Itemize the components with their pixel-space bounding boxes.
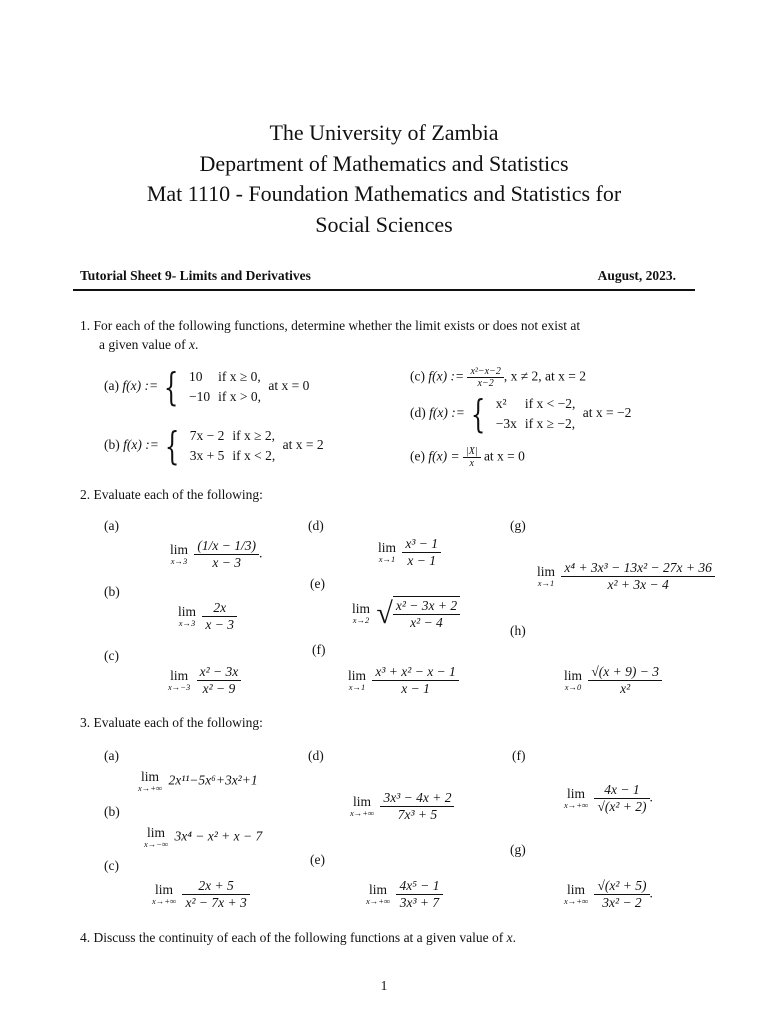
q2-c-num: x² − 3x xyxy=(197,664,242,681)
q1-a-case2-value: −10 xyxy=(189,389,211,404)
q2-f-den: x − 1 xyxy=(401,681,430,696)
lim-sub: x→−∞ xyxy=(144,839,169,849)
q1-text-cont: a given value of x. xyxy=(99,337,199,352)
q3-d-label: (d) xyxy=(308,748,324,763)
q1-d-case2-cond: if x ≥ −2, xyxy=(524,416,576,431)
q2-b-lim xyxy=(178,605,196,628)
q2-h-fraction xyxy=(588,664,662,697)
q1-d-case2-value: −3x xyxy=(495,416,517,431)
q2-a-label: (a) xyxy=(104,518,119,533)
q2-h-den: x² xyxy=(620,681,631,696)
q3-d-fraction xyxy=(380,790,454,823)
q2-b-num: 2x xyxy=(202,600,237,617)
q2-h-lim xyxy=(564,669,582,692)
q2-a-lim xyxy=(170,543,188,566)
q3-c-fraction xyxy=(182,878,249,911)
lim-sub: x→+∞ xyxy=(350,808,375,818)
q1-a-lhs: f(x) := xyxy=(122,378,159,394)
q3-a-label: (a) xyxy=(104,748,119,763)
q1-d-case1-value: x² xyxy=(495,396,507,411)
q4-variable: x xyxy=(506,930,513,945)
q3-d xyxy=(350,790,454,823)
q4-tail: . xyxy=(512,930,517,945)
q3-c-den: x² − 7x + 3 xyxy=(185,895,247,910)
q3-f-fraction xyxy=(594,782,649,815)
lim-word: lim xyxy=(352,601,371,616)
lim-sub: x→+∞ xyxy=(366,896,391,906)
q2-a-num: (1/x − 1/3) xyxy=(194,538,259,555)
lim-sub: x→+∞ xyxy=(564,896,589,906)
q3-f-num: 4x − 1 xyxy=(594,782,649,799)
university-name: The University of Zambia xyxy=(269,120,499,145)
q2-c-fraction xyxy=(197,664,242,697)
q2-g-fraction xyxy=(561,560,714,593)
q2-a-fraction xyxy=(194,538,259,571)
q2-e-fraction xyxy=(393,598,460,631)
q3-c-lim xyxy=(152,883,176,906)
sheet-title: Tutorial Sheet 9- Limits and Derivatives xyxy=(80,268,311,283)
q2-d-fraction xyxy=(402,536,441,569)
lim-word: lim xyxy=(170,542,189,557)
q2-f xyxy=(348,664,459,697)
q1-d-cases xyxy=(492,394,580,434)
q2-g-label: (g) xyxy=(510,518,526,533)
q3-e-num: 4x⁵ − 1 xyxy=(396,878,442,895)
brace-icon: { xyxy=(471,392,486,436)
header-rule xyxy=(73,289,695,291)
q1-b xyxy=(104,426,324,466)
q3-e-label: (e) xyxy=(310,852,325,867)
q2-a xyxy=(170,538,262,571)
q2-d xyxy=(378,536,441,569)
q1-c-rest: , x ≠ 2, at x = 2 xyxy=(503,368,586,384)
q2-e-label: (e) xyxy=(310,576,325,591)
q3-g xyxy=(564,878,653,911)
q2-c-den: x² − 9 xyxy=(202,681,236,696)
lim-word: lim xyxy=(369,882,388,897)
q3-b xyxy=(144,826,262,849)
q2-e-den: x² − 4 xyxy=(410,615,443,630)
q2-d-num: x³ − 1 xyxy=(402,536,441,553)
q1-e xyxy=(410,446,525,469)
q3-g-den: 3x² − 2 xyxy=(602,895,642,910)
q2-e xyxy=(352,596,460,631)
lim-word: lim xyxy=(348,668,367,683)
lim-word: lim xyxy=(567,882,586,897)
q3-d-den: 7x³ + 5 xyxy=(397,807,438,822)
lim-word: lim xyxy=(564,668,583,683)
lim-sub: x→+∞ xyxy=(138,783,163,793)
q2-e-num: x² − 3x + 2 xyxy=(393,598,460,615)
q1-a-case1-cond: if x ≥ 0, xyxy=(218,369,261,384)
q1-variable: x xyxy=(188,337,195,352)
q2-f-num: x³ + x² − x − 1 xyxy=(372,664,458,681)
q2-g xyxy=(537,560,715,593)
course-name-cont: Social Sciences xyxy=(315,211,453,237)
lim-word: lim xyxy=(141,769,160,784)
q1-a-case1-value: 10 xyxy=(189,369,203,384)
lim-sub: x→1 xyxy=(378,554,396,564)
q1-e-lhs: f(x) = xyxy=(428,448,460,464)
lim-word: lim xyxy=(155,882,174,897)
sheet-date: August, 2023. xyxy=(597,268,676,283)
lim-sub: x→1 xyxy=(537,578,555,588)
q2-e-sqrt xyxy=(376,596,460,631)
q3-a xyxy=(138,770,258,793)
q3-f-label: (f) xyxy=(512,748,526,763)
q1-a xyxy=(104,367,309,407)
q1-b-case1-cond: if x ≥ 2, xyxy=(232,428,276,443)
q1-b-cases xyxy=(186,426,280,466)
q1-d-lhs: f(x) := xyxy=(429,405,465,421)
q2-d-lim xyxy=(378,541,396,564)
q2-d-den: x − 1 xyxy=(407,553,437,568)
q1-c-den: x−2 xyxy=(477,378,494,389)
q1-b-case2-value: 3x + 5 xyxy=(189,448,225,463)
q3-a-expr: 2x¹¹−5x⁶+3x²+1 xyxy=(168,772,258,788)
q2-e-lim xyxy=(352,602,370,625)
lim-sub: x→3 xyxy=(178,618,196,628)
q2-h xyxy=(564,664,662,697)
q2-g-lim xyxy=(537,565,555,588)
q3-g-tail: . xyxy=(649,885,653,901)
lim-sub: x→0 xyxy=(564,682,582,692)
brace-icon: { xyxy=(165,424,180,468)
q2-b xyxy=(178,600,237,633)
q3-c-num: 2x + 5 xyxy=(182,878,249,895)
q1-d xyxy=(410,394,631,434)
q2-b-label: (b) xyxy=(104,584,120,599)
q3-f-den: √(x² + 2) xyxy=(597,799,647,814)
lim-sub: x→−3 xyxy=(168,682,191,692)
q2-g-num: x⁴ + 3x³ − 13x² − 27x + 36 xyxy=(561,560,714,577)
brace-icon: { xyxy=(164,365,179,409)
q1-c-fraction xyxy=(467,366,503,389)
q3-e-lim xyxy=(366,883,390,906)
q3-b-expr: 3x⁴ − x² + x − 7 xyxy=(174,828,263,844)
q1-a-case2-cond: if x > 0, xyxy=(218,389,262,404)
q2-c-label: (c) xyxy=(104,648,119,663)
q2-a-tail: . xyxy=(259,545,263,561)
q1-b-case2-cond: if x < 2, xyxy=(232,448,276,463)
q3-b-lim xyxy=(144,826,168,849)
q1-c-lhs: f(x) := xyxy=(428,368,465,384)
q1-d-at: at x = −2 xyxy=(582,405,632,421)
lim-sub: x→+∞ xyxy=(152,896,177,906)
q3-g-label: (g) xyxy=(510,842,526,857)
q2-f-fraction xyxy=(372,664,458,697)
q2-f-label: (f) xyxy=(312,642,326,657)
lim-word: lim xyxy=(170,668,189,683)
q1-b-case1-value: 7x − 2 xyxy=(189,428,225,443)
q2-b-fraction xyxy=(202,600,237,633)
q2-b-den: x − 3 xyxy=(205,617,234,632)
course-name: Mat 1110 - Foundation Mathematics and Statistics for xyxy=(146,181,622,206)
q1-d-label: (d) xyxy=(410,405,426,421)
q3-d-num: 3x³ − 4x + 2 xyxy=(380,790,454,807)
q1-c-num: x²−x−2 xyxy=(467,366,503,378)
sqrt-icon: √ xyxy=(376,596,393,630)
lim-word: lim xyxy=(353,794,372,809)
q3-e-fraction xyxy=(396,878,442,911)
q3-g-lim xyxy=(564,883,588,906)
q1-b-at: at x = 2 xyxy=(282,437,324,453)
q2-c xyxy=(168,664,241,697)
lim-word: lim xyxy=(567,786,586,801)
q3-g-fraction xyxy=(594,878,649,911)
q1-e-fraction xyxy=(463,446,481,469)
q1-e-rest: at x = 0 xyxy=(480,448,525,464)
q1-d-case1-cond: if x < −2, xyxy=(524,396,576,411)
q2-a-den: x − 3 xyxy=(212,555,241,570)
lim-sub: x→2 xyxy=(352,615,370,625)
q3-d-lim xyxy=(350,795,374,818)
lim-sub: x→3 xyxy=(170,556,188,566)
q1-e-num: |X| xyxy=(463,446,481,458)
q2-g-den: x² + 3x − 4 xyxy=(607,577,669,592)
q2-text: 2. Evaluate each of the following: xyxy=(80,487,263,502)
document-title xyxy=(0,118,768,240)
q3-g-num: √(x² + 5) xyxy=(594,878,649,895)
q1-a-label: (a) xyxy=(104,378,119,394)
lim-word: lim xyxy=(147,825,166,840)
q3-b-label: (b) xyxy=(104,804,120,819)
q3-f-lim xyxy=(564,787,588,810)
q3-f-tail: . xyxy=(649,789,653,805)
q3-f xyxy=(564,782,653,815)
q3-c xyxy=(152,878,250,911)
q2-c-lim xyxy=(168,669,190,692)
q1-a-cases xyxy=(185,367,265,407)
lim-word: lim xyxy=(537,564,556,579)
lim-sub: x→+∞ xyxy=(564,800,589,810)
q4-text xyxy=(80,930,516,946)
q3-e-den: 3x³ + 7 xyxy=(399,895,440,910)
q1-c-label: (c) xyxy=(410,368,425,384)
department-name: Department of Mathematics and Statistics xyxy=(199,150,569,176)
lim-word: lim xyxy=(378,540,397,555)
q2-h-label: (h) xyxy=(510,623,526,638)
q1-a-at: at x = 0 xyxy=(268,378,310,394)
q1-text-cont-words: a given value of xyxy=(99,337,186,352)
q2-h-num: √(x + 9) − 3 xyxy=(588,664,662,681)
q1-b-label: (b) xyxy=(104,437,120,453)
q1-b-lhs: f(x) := xyxy=(123,437,159,453)
lim-word: lim xyxy=(178,604,197,619)
q3-a-lim xyxy=(138,770,162,793)
q3-e xyxy=(366,878,443,911)
lim-sub: x→1 xyxy=(348,682,366,692)
q4-text-words: 4. Discuss the continuity of each of the following functions at a given value of xyxy=(80,930,504,945)
q1-c xyxy=(410,366,586,389)
page-number: 1 xyxy=(380,978,388,993)
q1-e-den: x xyxy=(469,458,474,469)
q2-f-lim xyxy=(348,669,366,692)
q3-c-label: (c) xyxy=(104,858,119,873)
q1-e-label: (e) xyxy=(410,448,425,464)
q2-d-label: (d) xyxy=(308,518,324,533)
q3-text: 3. Evaluate each of the following: xyxy=(80,715,263,730)
q1-text: 1. For each of the following functions, determine whether the limit exists or does not exist at xyxy=(80,318,581,333)
